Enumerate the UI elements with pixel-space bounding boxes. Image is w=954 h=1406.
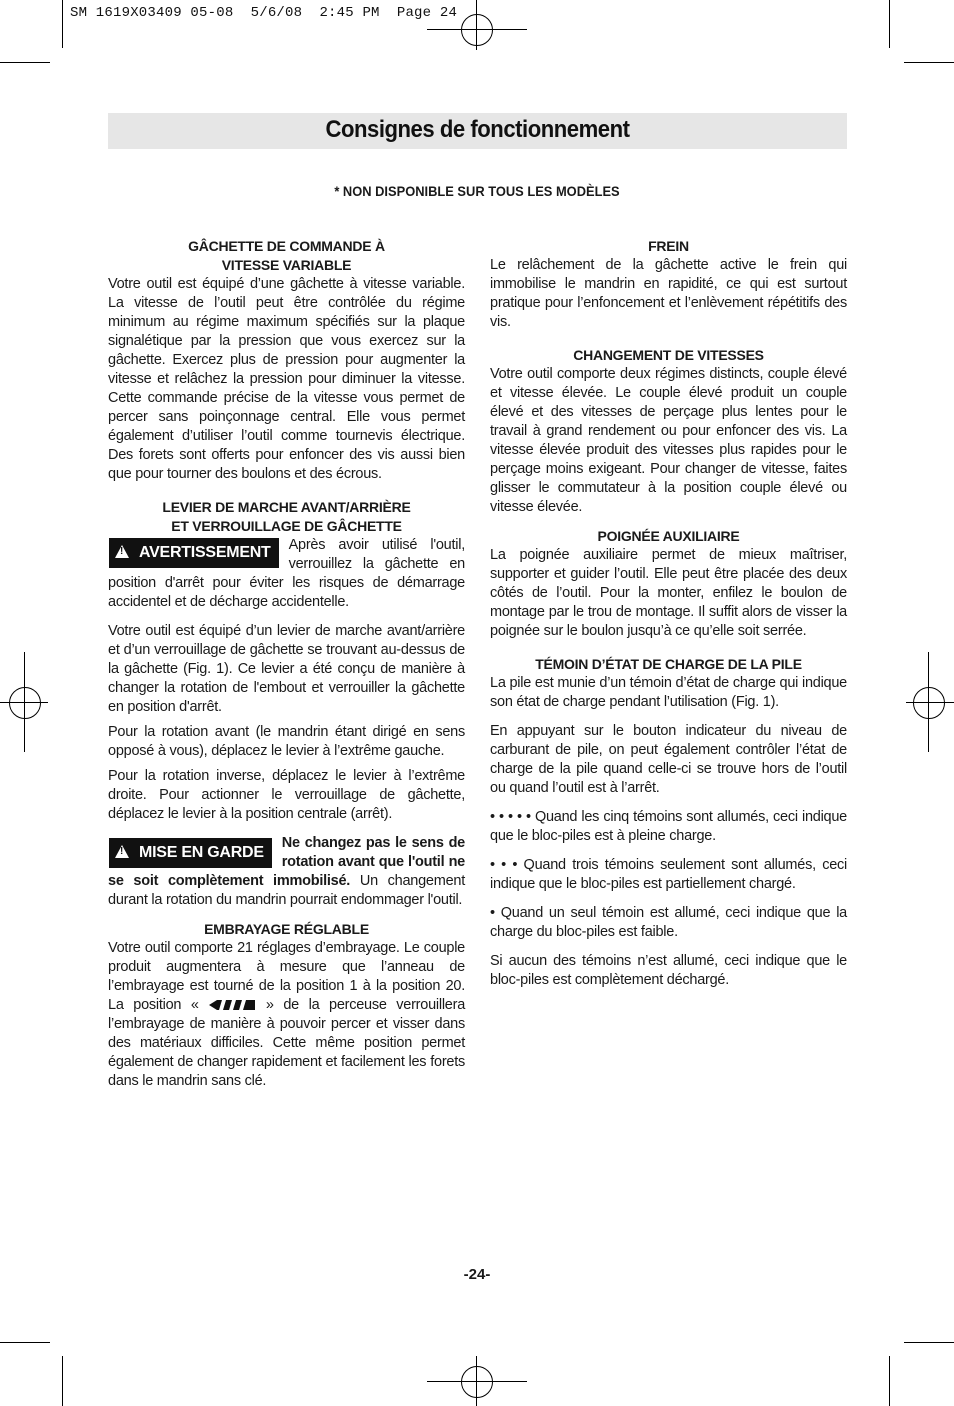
heading-variable-speed-line1: GÂCHETTE DE COMMANDE À — [188, 238, 385, 254]
heading-reversing-lever-line1: LEVIER DE MARCHE AVANT/ARRIÈRE — [162, 499, 411, 515]
warning-block — [108, 536, 465, 612]
heading-adjustable-clutch: EMBRAYAGE RÉGLABLE — [204, 921, 369, 937]
left-column — [108, 237, 465, 1091]
drill-mode-icon — [208, 999, 256, 1011]
paragraph-variable-speed: Votre outil est équipé d’une gâchette à vitesse variable. La vitesse de l’outil peut être contrôlée du régime minimum au régime maximum spécifiés sur la plaque signalétique par la pression que vous exercez sur la gâchette. Exercez plus de pression pour augmenter la vitesse et relâchez la pression pour diminuer la vitesse. Cette commande précise de la vitesse vous permet de percer sans poinçonnage central. Elle vous permet également d’utiliser l’outil comme tournevis électrique. Des forets sont offerts pour enfoncer des vis aussi bien que pour tourner des boulons et des écrous. — [108, 276, 465, 482]
warning-triangle-icon — [115, 545, 129, 558]
page-title: Consignes de fonctionnement — [325, 116, 630, 143]
crop-mark — [889, 0, 890, 48]
page-number: -24- — [463, 1266, 491, 1283]
warning-text: Après avoir utilisé l'outil, verrouillez la gâchette en position d'arrêt pour éviter les risques de démarrage accidentel et de décharge accidentelle. — [108, 537, 465, 610]
paragraph-battery-gauge-2: En appuyant sur le bouton indicateur du niveau de carburant de pile, on peut également contrôler l’état de charge de la pile quand celle-ci se trouve hors de l’outil ou quand l’outil est à l’arrêt. — [490, 723, 847, 796]
paragraph-auxiliary-handle: La poignée auxiliaire permet de mieux maîtriser, supporter et guider l’outil. Elle peut être placée des deux côtés de l’outil. Pour la monter, enfilez le boulon de montage par le trou de montage. Il suffit alors de visser la poignée sur le boulon jusqu’à ce qu’elle soit serrée. — [490, 547, 847, 639]
availability-note: * NON DISPONIBLE SUR TOUS LES MODÈLES — [334, 183, 620, 199]
heading-variable-speed-line2: VITESSE VARIABLE — [221, 257, 352, 273]
heading-auxiliary-handle: POIGNÉE AUXILIAIRE — [597, 528, 740, 544]
crop-mark — [904, 1342, 954, 1343]
right-column — [490, 237, 847, 990]
paragraph-three-leds: • • • Quand trois témoins seulement sont allumés, ceci indique que le bloc-piles est partiellement chargé. — [490, 857, 847, 892]
crop-mark — [0, 62, 50, 63]
heading-battery-gauge: TÉMOIN D’ÉTAT DE CHARGE DE LA PILE — [535, 656, 802, 672]
crop-mark — [904, 62, 954, 63]
paragraph-brake: Le relâchement de la gâchette active le frein qui immobilise le mandrin en rapidité, ce qui est surtout pratique pour l’enfoncement et l’enlèvement répétitifs des vis. — [490, 257, 847, 330]
heading-brake: FREIN — [648, 238, 689, 254]
paragraph-five-leds: • • • • • Quand les cinq témoins sont allumés, ceci indique que le bloc-piles est à pleine charge. — [490, 809, 847, 844]
warning-badge: !AVERTISSEMENT — [109, 538, 279, 568]
paragraph-no-leds: Si aucun des témoins n’est allumé, ceci indique que le bloc-piles est complètement déchargé. — [490, 953, 847, 988]
caution-block — [108, 834, 465, 910]
print-slug: SM 1619X03409 05-08 5/6/08 2:45 PM Page 24 — [70, 5, 458, 21]
caution-badge: !MISE EN GARDE — [109, 838, 272, 868]
caution-bold-text: Ne changez pas le sens de rotation avant que l'outil ne se soit complètement immobilisé. — [108, 835, 465, 889]
paragraph-one-led: • Quand un seul témoin est allumé, ceci indique que la charge du bloc-piles est faible. — [490, 905, 847, 940]
paragraph-lever-description: Votre outil est équipé d’un levier de marche avant/arrière et d’un verrouillage de gâchette se trouvant au-dessus de la gâchette (Fig. 1). Ce levier a été conçu de manière à changer la rotation de l'embout et verrouiller la gâchette en position d'arrêt. — [108, 623, 465, 715]
paragraph-gear-change: Votre outil comporte deux régimes distincts, couple élevé et vitesse élevée. Le couple élevé produit un couple élevé et des vitesses de perçage plus lentes pour le travail à grand rendement ou pour enfoncer des vis. La vitesse élevée produit des vitesses plus rapides pour le perçage moins exigeant. Pour changer de vitesse, faites glisser le commutateur à la position couple élevé ou vitesse élevée. — [490, 366, 847, 515]
title-bar — [108, 113, 847, 149]
heading-reversing-lever-line2: ET VERROUILLAGE DE GÂCHETTE — [171, 518, 402, 534]
paragraph-battery-gauge-1: La pile est munie d’un témoin d’état de charge qui indique son état de charge pendant l’utilisation (Fig. 1). — [490, 675, 847, 710]
crop-mark — [889, 1356, 890, 1406]
caution-regular-text: Un changement durant la rotation du mandrin pourrait endommager l'outil. — [108, 873, 465, 908]
heading-gear-change: CHANGEMENT DE VITESSES — [573, 347, 764, 363]
crop-mark — [62, 0, 63, 48]
crop-mark — [0, 1342, 50, 1343]
crop-mark — [62, 1356, 63, 1406]
paragraph-reverse-rotation: Pour la rotation inverse, déplacez le levier à l’extrême droite. Pour actionner le verrouillage de gâchette, déplacez le levier à la position centrale (arrêt). — [108, 768, 465, 822]
paragraph-forward-rotation: Pour la rotation avant (le mandrin étant dirigé en sens opposé à vous), déplacez le levier à l’extrême gauche. — [108, 724, 465, 759]
paragraph-adjustable-clutch: Votre outil comporte 21 réglages d’embrayage. Le couple produit augmentera à mesure que l’anneau de l’embrayage est tourné de la position 1 à la position 20. La position « » de la perceuse verrouillera l’embrayage de manière à pouvoir percer et visser dans des matériaux difficiles. Cette même position permet également de changer rapidement et facilement les forets dans le mandrin sans clé. — [108, 940, 466, 1089]
warning-triangle-icon — [115, 845, 129, 858]
